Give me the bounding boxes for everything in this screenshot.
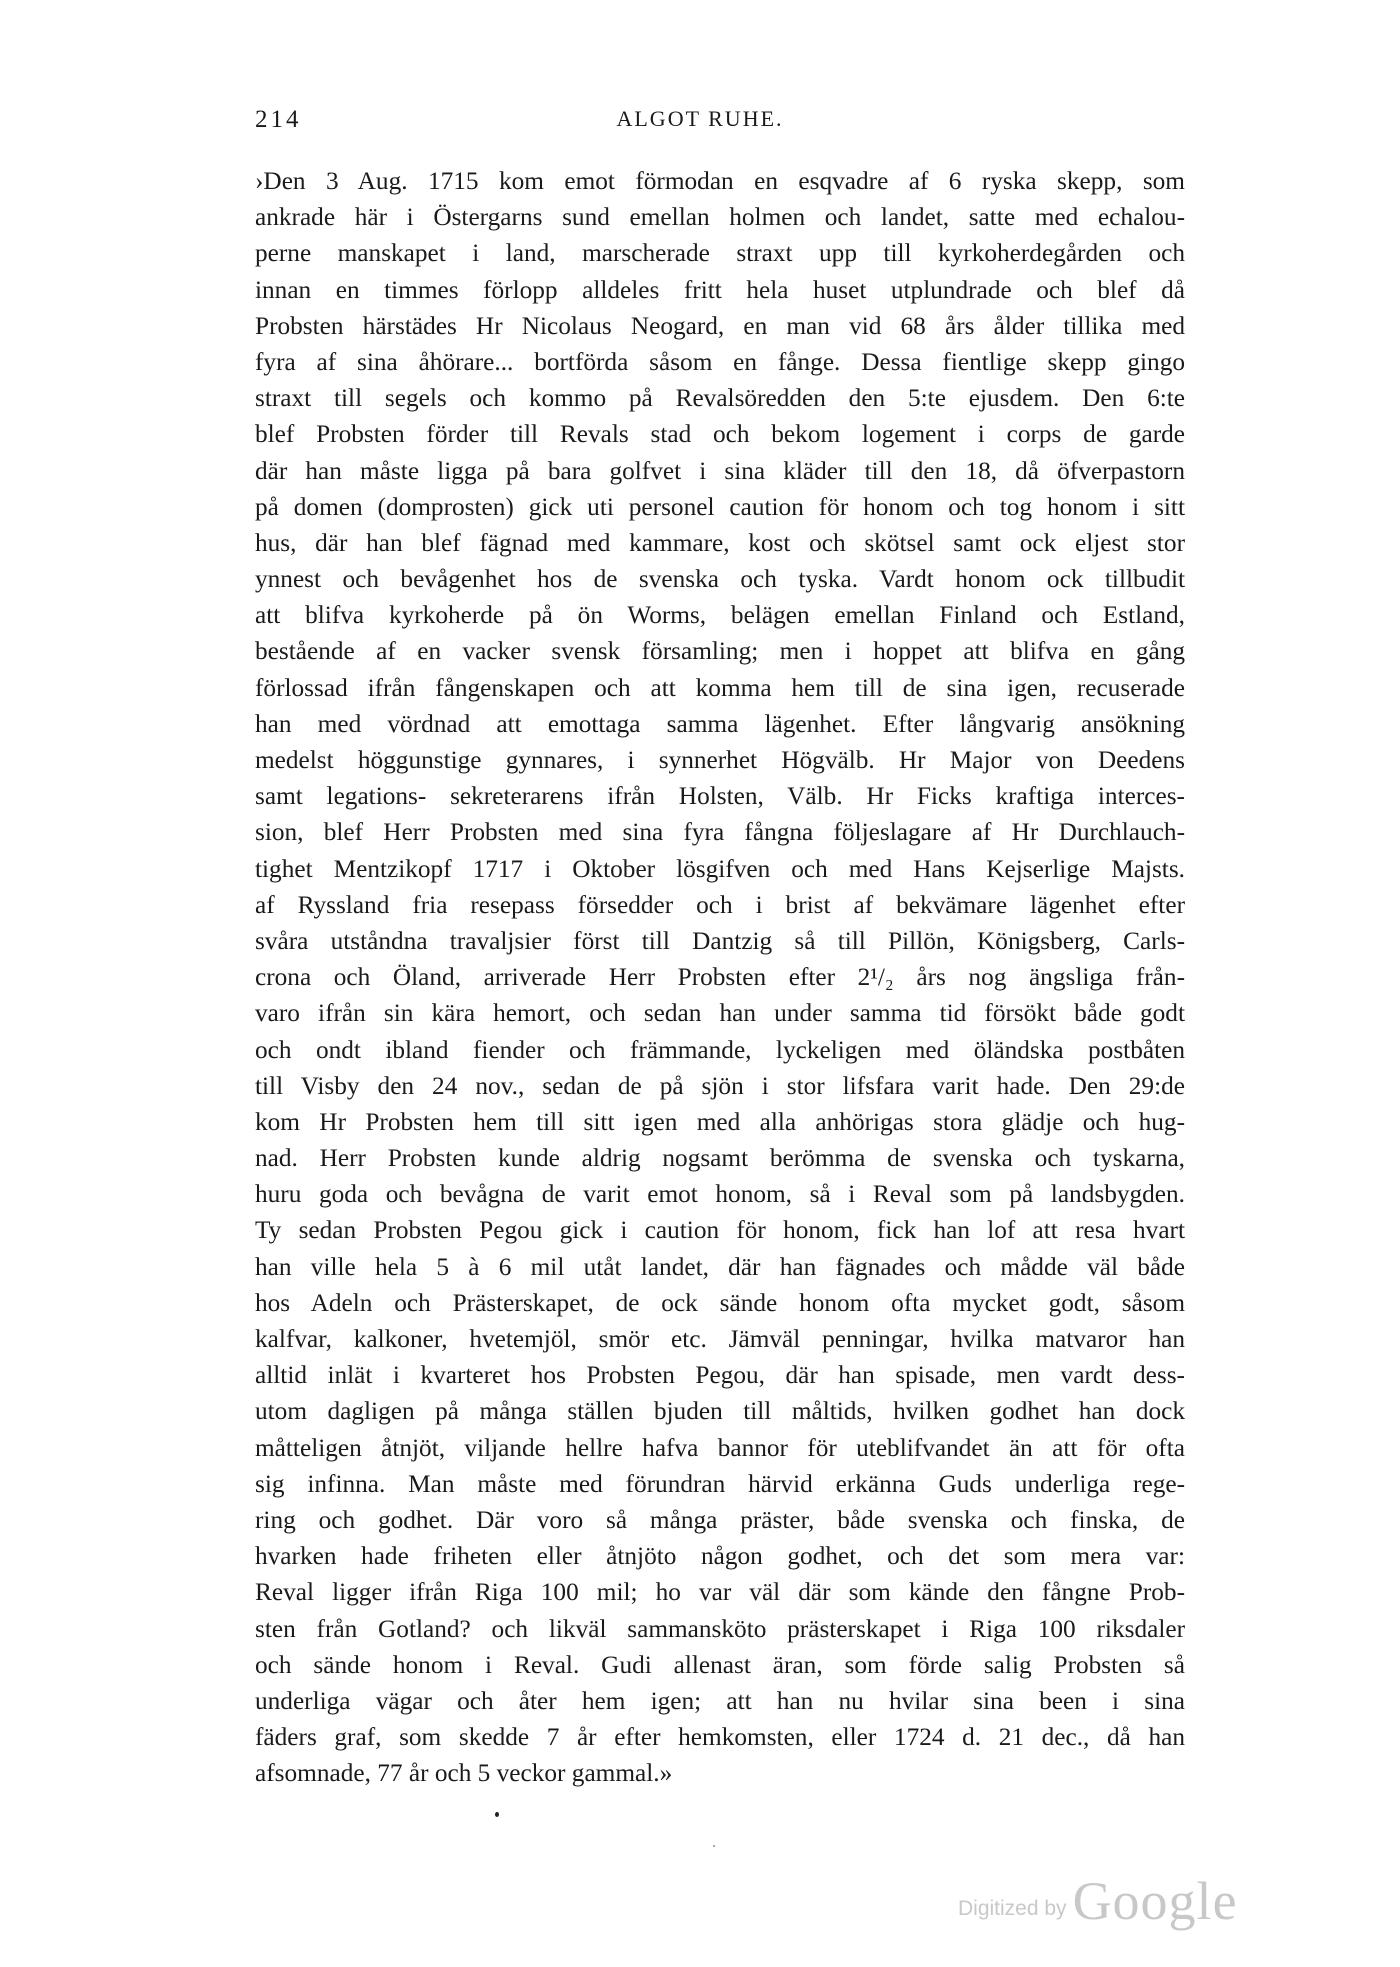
text-line: måtteligen åtnjöt, viljande hellre hafva bannor för uteblifvandet än att för ofta — [255, 1433, 1185, 1462]
text-line: han med vördnad att emottaga samma lägenhet. Efter långvarig ansökning — [255, 709, 1185, 738]
text-line: varo ifrån sin kära hemort, och sedan han under samma tid försökt både godt — [255, 999, 1185, 1028]
text-line: svåra utståndna travaljsier först till Dantzig så till Pillön, Königsberg, Carls- — [255, 926, 1185, 955]
text-line: på domen (domprosten) gick uti personel caution för honom och tog honom i sitt — [255, 492, 1185, 521]
text-line: hos Adeln och Prästerskapet, de ock sände honom ofta mycket godt, såsom — [255, 1288, 1185, 1317]
text-line: blef Probsten förder till Revals stad och bekom logement i corps de garde — [255, 420, 1185, 449]
text-line: och ondt ibland fiender och främmande, lyckeligen med öländska postbåten — [255, 1035, 1185, 1064]
text-line: sig infinna. Man måste med förundran härvid erkänna Guds underliga rege- — [255, 1469, 1185, 1498]
text-line: perne manskapet i land, marscherade straxt upp till kyrkoherdegården och — [255, 239, 1185, 268]
text-line: hus, där han blef fägnad med kammare, kost och skötsel samt ock eljest stor — [255, 528, 1185, 557]
text-line: crona och Öland, arriverade Herr Probsten efter 2¹/₂ års nog ängsliga från- — [255, 963, 1185, 992]
text-line: till Visby den 24 nov., sedan de på sjön i stor lifsfara varit hade. Den 29:de — [255, 1071, 1185, 1100]
text-line: straxt till segels och kommo på Revalsöredden den 5:te ejusdem. Den 6:te — [255, 384, 1185, 413]
digitized-watermark — [958, 1870, 1238, 1932]
text-line: sion, blef Herr Probsten med sina fyra fångna följeslagare af Hr Durchlauch- — [255, 818, 1185, 847]
text-line: bestående af en vacker svensk församling; men i hoppet att blifva en gång — [255, 637, 1185, 666]
ink-speck — [495, 1812, 499, 1817]
text-line: Reval ligger ifrån Riga 100 mil; ho var väl där som kände den fångne Prob- — [255, 1578, 1185, 1607]
text-line: alltid inlät i kvarteret hos Probsten Pegou, där han spisade, men vardt dess- — [255, 1361, 1185, 1390]
google-logo: Google — [1072, 1871, 1238, 1931]
text-line: innan en timmes förlopp alldeles fritt hela huset utplundrade och blef då — [255, 275, 1185, 304]
text-line: underliga vägar och åter hem igen; att han nu hvilar sina been i sina — [255, 1686, 1185, 1715]
text-line: att blifva kyrkoherde på ön Worms, belägen emellan Finland och Estland, — [255, 601, 1185, 630]
text-line: nad. Herr Probsten kunde aldrig nogsamt berömma de svenska och tyskarna, — [255, 1144, 1185, 1173]
text-line: kom Hr Probsten hem till sitt igen med alla anhörigas stora glädje och hug- — [255, 1107, 1185, 1136]
ink-speck — [713, 1845, 715, 1847]
text-line: fyra af sina åhörare... bortförda såsom en fånge. Dessa fientlige skepp gingo — [255, 347, 1185, 376]
text-line-last: afsomnade, 77 år och 5 veckor gammal.» — [255, 1759, 673, 1788]
text-line: och sände honom i Reval. Gudi allenast äran, som förde salig Probsten så — [255, 1650, 1185, 1679]
running-head: ALGOT RUHE. — [616, 106, 784, 131]
text-line: ankrade här i Östergarns sund emellan holmen och landet, satte med echalou- — [255, 203, 1185, 232]
text-line: han ville hela 5 à 6 mil utåt landet, där han fägnades och mådde väl både — [255, 1252, 1185, 1281]
text-line: hvarken hade friheten eller åtnjöto någon godhet, och det som mera var: — [255, 1542, 1185, 1571]
text-line: af Ryssland fria resepass försedder och i brist af bekvämare lägenhet efter — [255, 890, 1185, 919]
text-line: huru goda och bevågna de varit emot honom, så i Reval som på landsbygden. — [255, 1180, 1185, 1209]
text-line: samt legations- sekreterarens ifrån Holsten, Välb. Hr Ficks kraftiga interces- — [255, 782, 1185, 811]
text-line: Ty sedan Probsten Pegou gick i caution för honom, fick han lof att resa hvart — [255, 1216, 1185, 1245]
text-line: där han måste ligga på bara golfvet i sina kläder till den 18, då öfverpastorn — [255, 456, 1185, 485]
text-line: medelst höggunstige gynnares, i synnerhet Högvälb. Hr Major von Deedens — [255, 746, 1185, 774]
text-line: Probsten härstädes Hr Nicolaus Neogard, en man vid 68 års ålder tillika med — [255, 311, 1185, 340]
text-line: fäders graf, som skedde 7 år efter hemkomsten, eller 1724 d. 21 dec., då han — [255, 1723, 1185, 1752]
text-line: förlossad ifrån fångenskapen och att komma hem till de sina igen, recuserade — [255, 673, 1185, 702]
watermark-prefix: Digitized by — [958, 1897, 1067, 1920]
text-line: ring och godhet. Där voro så många präster, både svenska och finska, de — [255, 1505, 1185, 1534]
text-line: sten från Gotland? och likväl sammansköto prästerskapet i Riga 100 riksdaler — [255, 1614, 1185, 1643]
page-number: 214 — [255, 106, 302, 133]
text-line: kalfvar, kalkoner, hvetemjöl, smör etc. Jämväl penningar, hvilka matvaror han — [255, 1325, 1185, 1353]
text-line: ynnest och bevågenhet hos de svenska och tyska. Vardt honom ock tillbudit — [255, 565, 1185, 594]
body-text — [255, 163, 1185, 1791]
text-line: tighet Mentzikopf 1717 i Oktober lösgifven och med Hans Kejserlige Majsts. — [255, 854, 1185, 883]
text-line: ›Den 3 Aug. 1715 kom emot förmodan en esqvadre af 6 ryska skepp, som — [255, 167, 1185, 195]
text-line: utom dagligen på många ställen bjuden till måltids, hvilken godhet han dock — [255, 1397, 1185, 1426]
